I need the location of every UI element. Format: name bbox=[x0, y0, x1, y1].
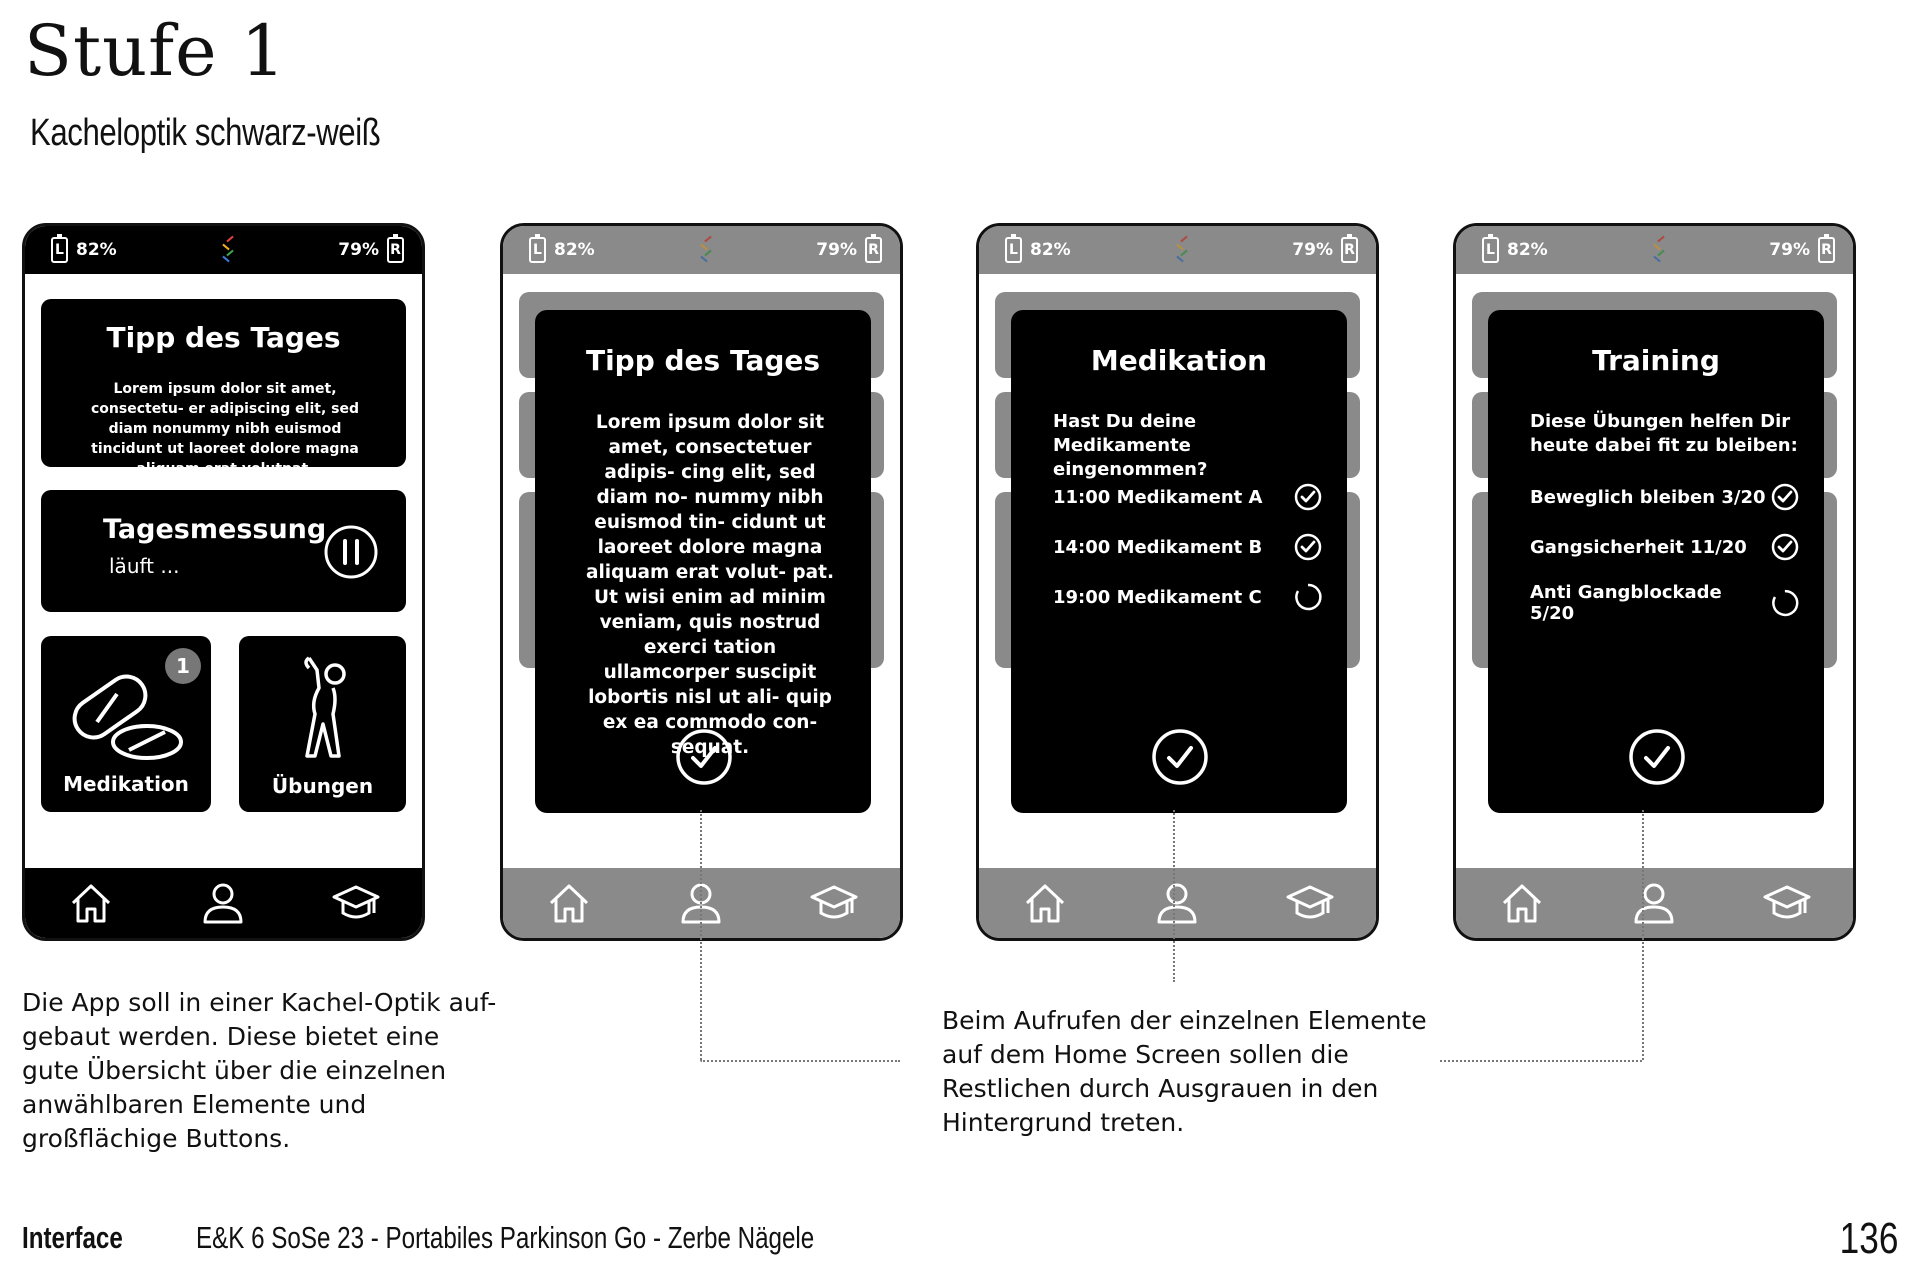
medication-question: Hast Du deine Medikamente eingenommen? bbox=[1053, 411, 1208, 480]
page-subtitle: Kacheloptik schwarz-weiß bbox=[30, 112, 381, 154]
battery-right-value: 79% bbox=[1292, 240, 1333, 260]
exercise-item-label: Beweglich bleiben 3/20 bbox=[1530, 486, 1766, 508]
home-icon[interactable] bbox=[1498, 879, 1546, 927]
exercise-row[interactable] bbox=[1530, 532, 1800, 562]
connector-line bbox=[1440, 1060, 1642, 1062]
learning-cap-icon[interactable] bbox=[332, 879, 380, 927]
profile-icon[interactable] bbox=[1153, 879, 1201, 927]
bottom-nav bbox=[25, 868, 422, 938]
medication-item-label: 14:00 Medikament B bbox=[1053, 536, 1263, 558]
measurement-status: läuft ... bbox=[109, 554, 180, 578]
measurement-title: Tagesmessung bbox=[103, 514, 327, 545]
pills-icon bbox=[67, 672, 185, 762]
footer-course: E&K 6 SoSe 23 - Portabiles Parkinson Go - Zerbe Nägele bbox=[196, 1220, 815, 1255]
checked-icon[interactable] bbox=[1770, 482, 1800, 512]
learning-cap-icon[interactable] bbox=[1286, 879, 1334, 927]
battery-left-icon: L bbox=[1482, 237, 1499, 263]
footer-section: Interface bbox=[22, 1220, 123, 1255]
connector-line bbox=[1642, 810, 1644, 1060]
battery-right-icon: R bbox=[1341, 237, 1358, 263]
medication-row[interactable] bbox=[1053, 532, 1323, 562]
exercise-person-icon bbox=[289, 652, 359, 764]
popup-title: Medikation bbox=[1090, 344, 1268, 377]
battery-right-value: 79% bbox=[1769, 240, 1810, 260]
home-icon[interactable] bbox=[545, 879, 593, 927]
battery-left-value: 82% bbox=[76, 240, 117, 260]
battery-left-icon: L bbox=[1005, 237, 1022, 263]
home-icon[interactable] bbox=[67, 879, 115, 927]
checked-icon[interactable] bbox=[1293, 532, 1323, 562]
bottom-nav bbox=[1456, 868, 1853, 938]
pause-icon[interactable] bbox=[323, 524, 379, 580]
battery-right-icon: R bbox=[865, 237, 882, 263]
daily-measurement-tile[interactable] bbox=[41, 490, 406, 612]
tip-text: Lorem ipsum dolor sit amet, consectetu- er adipiscing elit, sed diam nonummy nibh euismod tincidunt ut laoreet dolore magna aliquam erat volutpat. bbox=[90, 381, 360, 477]
app-logo-icon bbox=[1174, 234, 1190, 266]
popup-title: Tipp des Tages bbox=[585, 344, 821, 377]
exercises-label: Übungen bbox=[271, 774, 374, 798]
phone-medication-screen bbox=[976, 223, 1379, 941]
app-logo-icon bbox=[220, 234, 236, 266]
unchecked-circle-icon[interactable] bbox=[1293, 582, 1323, 612]
popup-title: Training bbox=[1592, 344, 1720, 377]
description-right: Beim Aufrufen der einzelnen Elemente auf dem Home Screen sollen die Restlichen durch Ausgrauen in den Hintergrund treten. bbox=[942, 1006, 1427, 1137]
status-bar bbox=[979, 226, 1376, 274]
status-bar bbox=[25, 226, 422, 274]
profile-icon[interactable] bbox=[199, 879, 247, 927]
medication-row[interactable] bbox=[1053, 582, 1323, 612]
training-popup bbox=[1488, 310, 1824, 813]
status-bar bbox=[503, 226, 900, 274]
battery-left-value: 82% bbox=[1030, 240, 1071, 260]
medication-popup bbox=[1011, 310, 1347, 813]
exercise-row[interactable] bbox=[1530, 482, 1800, 512]
battery-left-icon: L bbox=[529, 237, 546, 263]
medication-item-label: 19:00 Medikament C bbox=[1053, 586, 1262, 608]
unchecked-circle-icon[interactable] bbox=[1770, 588, 1800, 618]
home-icon[interactable] bbox=[1021, 879, 1069, 927]
exercise-row[interactable] bbox=[1530, 582, 1800, 624]
battery-right-value: 79% bbox=[816, 240, 857, 260]
battery-right-icon: R bbox=[387, 237, 404, 263]
confirm-check-icon[interactable] bbox=[1151, 728, 1209, 786]
phone-training-screen bbox=[1453, 223, 1856, 941]
checked-icon[interactable] bbox=[1770, 532, 1800, 562]
medication-item-label: 11:00 Medikament A bbox=[1053, 486, 1263, 508]
tip-title: Tipp des Tages bbox=[106, 321, 341, 354]
confirm-check-icon[interactable] bbox=[1628, 728, 1686, 786]
learning-cap-icon[interactable] bbox=[810, 879, 858, 927]
page-number: 136 bbox=[1839, 1214, 1898, 1263]
battery-left-value: 82% bbox=[554, 240, 595, 260]
battery-left-icon: L bbox=[51, 237, 68, 263]
app-logo-icon bbox=[1651, 234, 1667, 266]
battery-right-value: 79% bbox=[338, 240, 379, 260]
medication-row[interactable] bbox=[1053, 482, 1323, 512]
page-title: Stufe 1 bbox=[24, 10, 287, 92]
tip-popup bbox=[535, 310, 871, 813]
confirm-check-icon[interactable] bbox=[675, 728, 733, 786]
phone-home-screen bbox=[22, 223, 425, 941]
connector-line bbox=[700, 1060, 900, 1062]
training-intro: Diese Übungen helfen Dir heute dabei fit zu bleiben: bbox=[1530, 411, 1798, 456]
popup-text: Lorem ipsum dolor sit amet, consectetuer adipis- cing elit, sed diam no- nummy nibh euismod tin- cidunt ut laoreet dolore magna aliquam erat volut- pat. Ut wisi enim ad minim veniam, quis nostrud exerci tation ullamcorper suscipit lobortis nisl ut ali- quip ex ea commodo con- sequat. bbox=[585, 412, 835, 758]
notification-badge: 1 bbox=[165, 648, 201, 684]
description-left: Die App soll in einer Kachel-Optik auf- gebaut werden. Diese bietet eine gute Übersicht über die einzelnen anwählbaren Elemente und großflächige Buttons. bbox=[22, 988, 497, 1153]
checked-icon[interactable] bbox=[1293, 482, 1323, 512]
medication-label: Medikation bbox=[63, 772, 189, 796]
exercises-tile[interactable] bbox=[239, 636, 406, 812]
battery-left-value: 82% bbox=[1507, 240, 1548, 260]
exercise-item-label: Anti Gangblockade 5/20 bbox=[1530, 582, 1722, 624]
exercise-item-label: Gangsicherheit 11/20 bbox=[1530, 536, 1747, 558]
learning-cap-icon[interactable] bbox=[1763, 879, 1811, 927]
bottom-nav bbox=[979, 868, 1376, 938]
status-bar bbox=[1456, 226, 1853, 274]
connector-line bbox=[700, 810, 702, 1060]
app-logo-icon bbox=[698, 234, 714, 266]
tip-of-day-tile[interactable] bbox=[41, 299, 406, 477]
battery-right-icon: R bbox=[1818, 237, 1835, 263]
connector-line bbox=[1173, 810, 1175, 982]
profile-icon[interactable] bbox=[1630, 879, 1678, 927]
medication-tile[interactable] bbox=[41, 636, 211, 812]
